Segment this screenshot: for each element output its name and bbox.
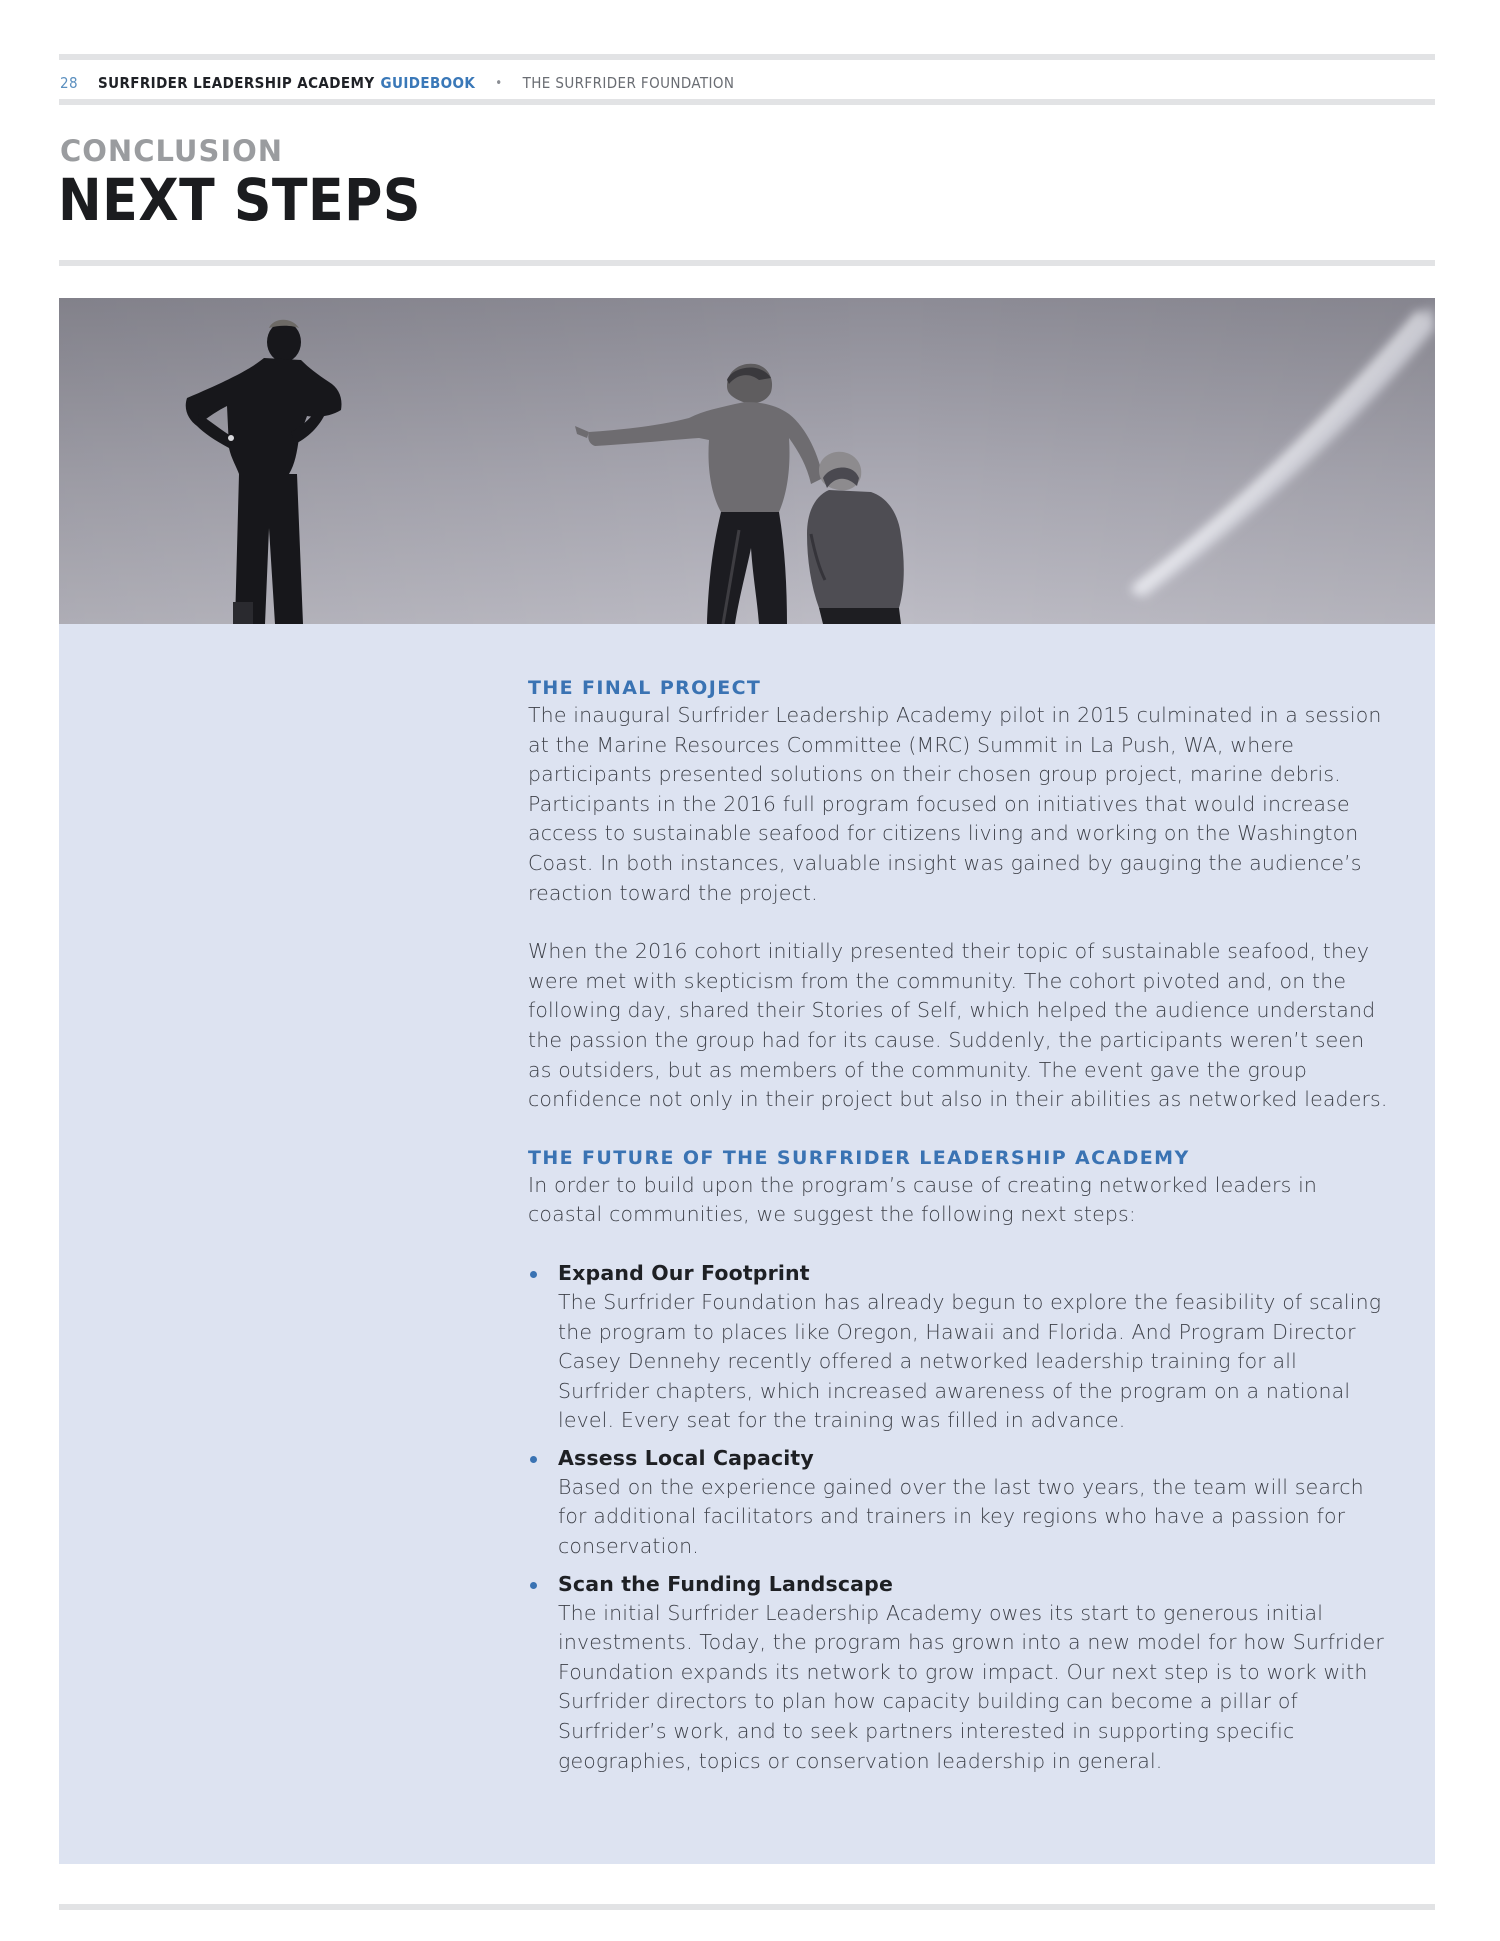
hero-photo	[59, 298, 1435, 624]
page-title: NEXT STEPS	[58, 166, 421, 234]
next-step-body: The initial Surfrider Leadership Academy owes its start to generous initial investments. Today, the program has grown into a new model for how Surfrider Foundation expands its network to grow impact. Our next step is to work with Surfrider directors to plan how capacity building can become a pillar of Surfrider’s work, and to seek partners interested in supporting specific geographies, topics or conservation leadership in general.	[558, 1600, 1384, 1773]
bullet-icon	[530, 1271, 537, 1278]
next-step-title: Scan the Funding Landscape	[558, 1571, 894, 1596]
organization-name: THE SURFRIDER FOUNDATION	[522, 74, 735, 92]
next-step-title: Assess Local Capacity	[558, 1445, 814, 1470]
heading-final-project: THE FINAL PROJECT	[528, 677, 762, 699]
guidebook-title-accent: GUIDEBOOK	[380, 74, 476, 92]
next-step-item	[528, 1570, 1388, 1777]
bullet-icon	[530, 1456, 537, 1463]
header-bottom-rule	[59, 99, 1435, 105]
next-steps-list	[528, 1259, 1388, 1776]
running-header	[60, 72, 734, 94]
future-intro-paragraph: In order to build upon the program’s cause of creating networked leaders in coastal communities, we suggest the following next steps:	[528, 1172, 1318, 1227]
section-label: CONCLUSION	[60, 134, 284, 168]
final-project-paragraph-1: The inaugural Surfrider Leadership Academy pilot in 2015 culminated in a session at the Marine Resources Committee (MRC) Summit in La Push, WA, where participants presented solutions on their chosen group project, marine debris. Participants in the 2016 full program focused on initiatives that would increase access to sustainable seafood for citizens living and working on the Washington Coast. In both instances, valuable insight was gained by gauging the audience’s reaction toward the project.	[528, 703, 1382, 905]
header-separator: •	[495, 75, 503, 91]
next-step-body: Based on the experience gained over the last two years, the team will search for additional facilitators and trainers in key regions who have a passion for conservation.	[558, 1474, 1364, 1559]
final-project-paragraph-2: When the 2016 cohort initially presented their topic of sustainable seafood, they were met with skepticism from the community. The cohort pivoted and, on the following day, shared their Stories of Self, which helped the audience understand the passion the group had for its cause. Suddenly, the participants weren’t seen as outsiders, but as members of the community. The event gave the group confidence not only in their project but also in their abilities as networked leaders.	[528, 939, 1388, 1112]
header-top-rule	[59, 54, 1435, 60]
bullet-icon	[530, 1582, 537, 1589]
next-step-item	[528, 1259, 1388, 1436]
page-number: 28	[60, 74, 78, 92]
heading-future: THE FUTURE OF THE SURFRIDER LEADERSHIP ACADEMY	[528, 1146, 1190, 1169]
article-content	[528, 675, 1388, 1784]
next-step-item	[528, 1444, 1388, 1562]
title-divider	[59, 260, 1435, 266]
next-step-body: The Surfrider Foundation has already begun to explore the feasibility of scaling the program to places like Oregon, Hawaii and Florida. And Program Director Casey Dennehy recently offered a networked leadership training for all Surfrider chapters, which increased awareness of the program on a national level. Every seat for the training was filled in advance.	[558, 1289, 1382, 1433]
next-step-title: Expand Our Footprint	[558, 1260, 810, 1285]
footer-rule	[59, 1904, 1435, 1910]
guidebook-title: SURFRIDER LEADERSHIP ACADEMY	[97, 74, 375, 92]
hero-photo-illustration	[59, 298, 1435, 624]
